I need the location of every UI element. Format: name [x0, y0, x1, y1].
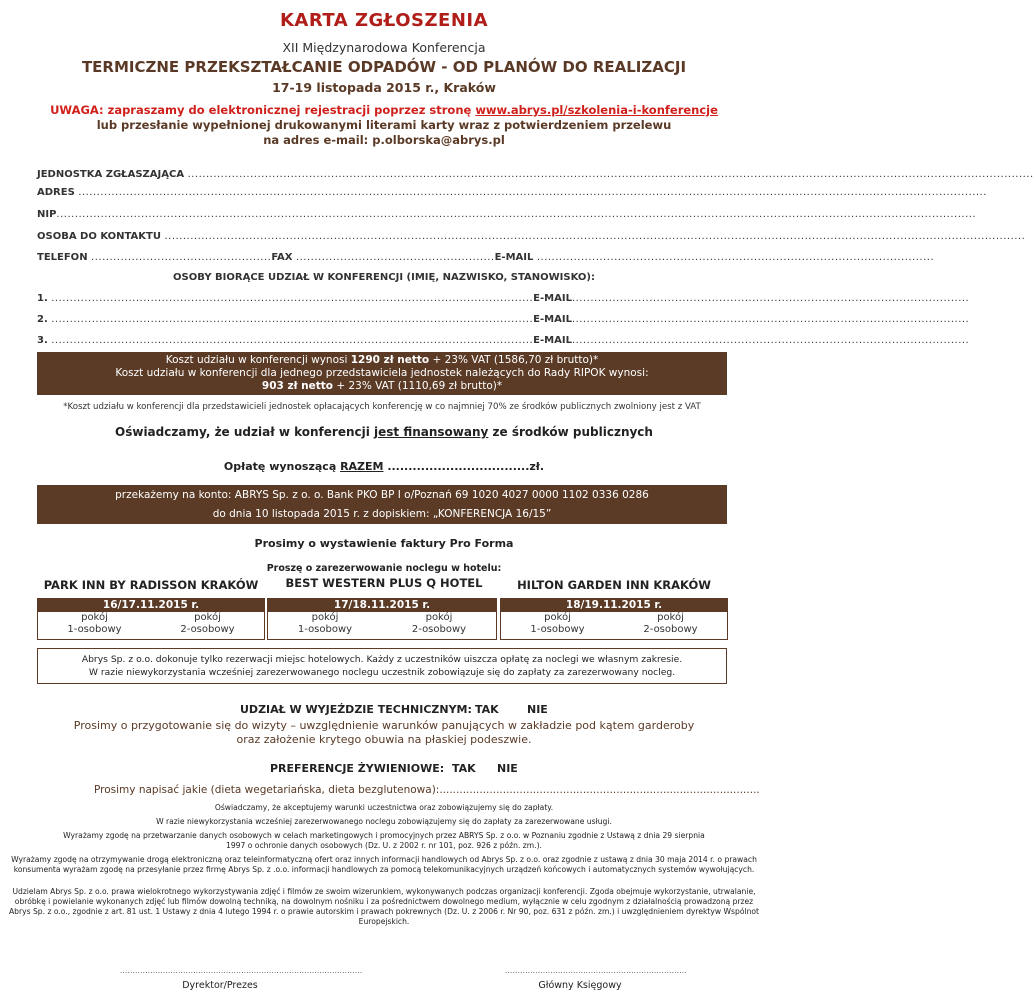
registration-link[interactable]: www.abrys.pl/szkolenia-i-konferencje [475, 103, 718, 117]
room-single-option[interactable]: pokój 1-osobowy [530, 612, 585, 635]
payment-amount[interactable]: Opłatę wynoszącą RAZEM ..................................zł. [223, 460, 545, 473]
tech-trip-no[interactable]: NIE [527, 703, 548, 716]
hotel-hilton-garden: HILTON GARDEN INN KRAKÓW [517, 578, 711, 592]
legal-image-rights: Udzielam Abrys Sp. z o.o. prawa wielokrotnego wykorzystywania zdjęć i filmów ze swoim wizerunkiem, wykonywanych podczas organizacji konferencji. Zgoda obejmuje wykorzystanie, utrwalanie, obróbkę i powielanie wykonanych zdjęć lub filmów dowolną techniką, na dowolnym nośniku i za pośrednictwem dowolnego medium, wyłącznie w celu zgodnym z działalnością prowadzoną przez Abrys Sp. z o.o., zgodnie z art. 81 ust. 1 Ustawy z dnia 4 lutego 1994 r. o prawie autorskim i prawach pokrewnych (Dz. U. z 2006 r. Nr 90, poz. 631 z późn. zm.) i uwzględnieniem dyrektyw Wspólnot Europejskich. [8, 887, 760, 926]
bank-account: przekażemy na konto: ABRYS Sp. z o. o. Bank PKO BP I o/Poznań 69 1020 4027 0000 1102 0336 0286 [115, 489, 649, 501]
participant-row-3[interactable]: 3. ...................................................................................................................................E-MAIL............................................................................................................ [37, 335, 970, 346]
payment-deadline: do dnia 10 listopada 2015 r. z dopiskiem: „KONFERENCJA 16/15” [212, 508, 552, 520]
room-single-option[interactable]: pokój 1-osobowy [67, 612, 122, 635]
hotel-request: Proszę o zarezerwowanie noclegu w hotelu: [266, 563, 502, 574]
participant-row-2[interactable]: 2. ...................................................................................................................................E-MAIL............................................................................................................ [37, 314, 970, 325]
price-band: Koszt udziału w konferencji wynosi 1290 zł netto + 23% VAT (1586,70 zł brutto)* Koszt udziału w konferencji dla jednego przedstawiciela jednostek należących do Rady RIPOK wynosi: 903 zł netto + 23% VAT (1110,69 zł brutto)* [37, 352, 727, 395]
address-field[interactable]: ADRES ....................................................................................................................................................................................................................................................... [37, 187, 987, 198]
unit-field[interactable]: JEDNOSTKA ZGŁASZAJĄCA ...................................................................................................................................................................................................................................... [37, 169, 1034, 180]
room-double-option[interactable]: pokój 2-osobowy [643, 612, 698, 635]
hotel-notes: Abrys Sp. z o.o. dokonuje tylko rezerwacji miejsc hotelowych. Każdy z uczestników uiszcza opłatę za noclegi we własnym zakresie. W razie niewykorzystania wcześniej zarezerwowanego noclegu uczestnik zobowiązuje się do zapłaty za zarezerwowany nocleg. [37, 648, 727, 684]
hotel-park-inn: PARK INN BY RADISSON KRAKÓW [43, 578, 259, 592]
conference-date-place: 17-19 listopada 2015 r., Kraków [272, 80, 496, 95]
legal-gdpr: Wyrażamy zgodę na przetwarzanie danych osobowych w celach marketingowych i promocyjnych przez ABRYS Sp. z o.o. w Poznaniu zgodnie z Ustawą z dnia 29 sierpnia 1997 o ochronie danych osobowych (Dz. U. z 2002 r. nr 101, poz. 926 z późn. zm.). [63, 831, 705, 850]
contact-field[interactable]: OSOBA DO KONTAKTU .......................................................................................................................................................................................................................................... [37, 231, 1026, 242]
tech-trip-note: Prosimy o przygotowanie się do wizyty – uwzględnienie warunków panujących w zakładzie pod kątem garderoby oraz założenie krytego obuwia na płaskiej podeszwie. [73, 719, 695, 746]
tech-trip-yes[interactable]: TAK [475, 703, 499, 716]
signature-director: Dyrektor/Prezes [182, 980, 258, 991]
legal-noshow: W razie niewykorzystania wcześniej zarezerwowanego noclegu zobowiązujemy się do zapłaty za zarezerwowane usługi. [156, 817, 612, 826]
conference-theme: TERMICZNE PRZEKSZTAŁCANIE ODPADÓW - OD PLANÓW DO REALIZACJI [81, 58, 687, 76]
nip-field[interactable]: NIP.......................................................................................................................................................................................................................................................... [37, 209, 977, 220]
room-single-option[interactable]: pokój 1-osobowy [297, 612, 353, 635]
signature-accountant: Główny Księgowy [538, 980, 622, 991]
room-double-option[interactable]: pokój 2-osobowy [411, 612, 467, 635]
tech-trip-label: UDZIAŁ W WYJEŹDZIE TECHNICZNYM: [240, 703, 472, 716]
night-18-19-box[interactable]: 18/19.11.2015 r. pokój 1-osobowy pokój 2-osobowy [500, 598, 728, 640]
notice-prefix: UWAGA: zapraszamy do elektronicznej rejestracji poprzez stronę [50, 103, 476, 117]
phone-fax-email-field[interactable]: TELEFON .................................................FAX ......................................................E-MAIL ............................................................................................................ [37, 252, 935, 263]
notice-line-2: lub przesłanie wypełnionej drukowanymi literami karty wraz z potwierdzeniem przelewu [96, 118, 672, 132]
legal-marketing: Wyrażamy zgodę na otrzymywanie drogą elektroniczną oraz teleinformatyczną ofert oraz innych informacji handlowych od Abrys Sp. z o.o. oraz zgodnie z ustawą z dnia 30 maja 2014 r. o prawach konsumenta wyrażam zgodę na przesyłanie przez firmę Abrys Sp. z .o.o. informacji handlowych za pomocą telekomunikacyjnych urządzeń końcowych i automatycznych systemów wywołujących. [11, 855, 757, 874]
night-17-18-box[interactable]: 17/18.11.2015 r. pokój 1-osobowy pokój 2-osobowy [267, 598, 497, 640]
public-funding-declaration: Oświadczamy, że udział w konferencji jest finansowany ze środków publicznych [115, 425, 653, 439]
participants-heading: OSOBY BIORĄCE UDZIAŁ W KONFERENCJI (IMIĘ, NAZWISKO, STANOWISKO): [173, 272, 595, 283]
signature-line-right[interactable]: ........................................................................ [505, 967, 687, 975]
hotel-best-western: BEST WESTERN PLUS Q HOTEL [285, 576, 483, 590]
food-pref-label: PREFERENCJE ŻYWIENIOWE: [270, 762, 445, 775]
signature-line-left[interactable]: ................................................................................................ [120, 967, 363, 975]
food-pref-yes[interactable]: TAK [452, 762, 476, 775]
notice-line-3: na adres e-mail: p.olborska@abrys.pl [263, 133, 505, 147]
food-pref-field[interactable]: Prosimy napisać jakie (dieta wegetariańska, dieta bezglutenowa):................................................................................................ [94, 784, 760, 796]
legal-acceptance: Oświadczamy, że akceptujemy warunki uczestnictwa oraz zobowiązujemy się do zapłaty. [214, 803, 554, 812]
participant-row-1[interactable]: 1. ...................................................................................................................................E-MAIL............................................................................................................ [37, 293, 970, 304]
payment-band [37, 485, 727, 524]
proforma-request: Prosimy o wystawienie faktury Pro Forma [254, 537, 514, 550]
food-pref-no[interactable]: NIE [497, 762, 518, 775]
conference-edition: XII Międzynarodowa Konferencja [282, 40, 486, 55]
night-16-17-box[interactable]: 16/17.11.2015 r. pokój 1-osobowy pokój 2-osobowy [37, 598, 265, 640]
form-title: KARTA ZGŁOSZENIA [279, 10, 489, 31]
room-double-option[interactable]: pokój 2-osobowy [180, 612, 235, 635]
registration-notice [0, 103, 768, 148]
vat-footnote: *Koszt udziału w konferencji dla przedstawicieli jednostek opłacających konferencję w co najmniej 70% ze środków publicznych zwolniony jest z VAT [63, 402, 701, 412]
